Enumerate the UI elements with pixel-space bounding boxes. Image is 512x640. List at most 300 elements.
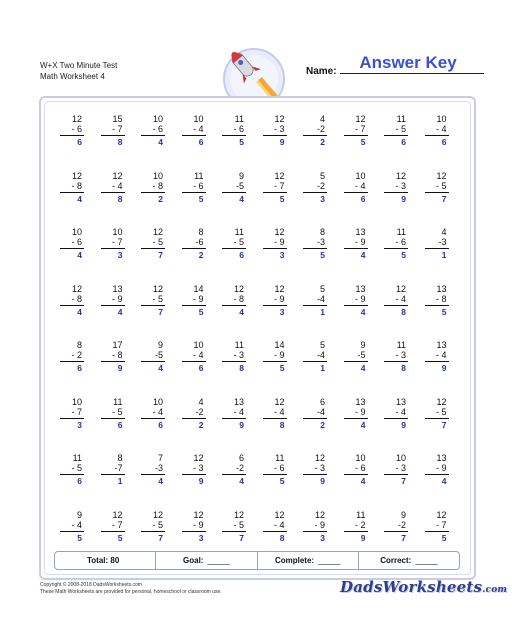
- answer: 9: [401, 193, 406, 204]
- subtrahend: - 9: [354, 237, 366, 247]
- problem-cell: [214, 340, 254, 384]
- answer-rule: [60, 531, 84, 532]
- problem-cell: [133, 510, 173, 554]
- problem-cell: [255, 510, 295, 554]
- minuend: 4: [319, 114, 325, 124]
- minuend: 14: [274, 340, 285, 350]
- subtrahend: - 8: [111, 350, 123, 360]
- subtrahend: - 4: [435, 350, 447, 360]
- answer: 5: [401, 250, 406, 260]
- minuend: 9: [76, 509, 82, 520]
- subtrahend: - 3: [314, 463, 325, 473]
- minuend: 11: [356, 509, 366, 520]
- problem-cell: [376, 171, 416, 215]
- problem-cell: [133, 284, 173, 328]
- subtrahend: - 6: [273, 463, 285, 473]
- goal-blank[interactable]: _____: [207, 556, 230, 565]
- answer-rule: [425, 474, 449, 475]
- problem-cell: [417, 453, 457, 497]
- answer: 4: [158, 476, 163, 486]
- minuend: 10: [436, 114, 447, 124]
- subtrahend: - 9: [273, 293, 285, 304]
- problem-cell: [93, 453, 133, 497]
- answer: 6: [77, 137, 82, 147]
- subtrahend: - 7: [435, 519, 447, 530]
- minuend: 12: [71, 114, 82, 124]
- minuend: 9: [400, 509, 406, 520]
- problem-cell: [376, 227, 416, 271]
- answer: 9: [239, 419, 244, 430]
- minuend: 10: [355, 170, 366, 181]
- answer-rule: [101, 361, 125, 362]
- correct-cell[interactable]: [359, 552, 459, 569]
- problem-cell: [417, 171, 457, 215]
- subtrahend: - 4: [233, 406, 244, 417]
- minuend: 13: [436, 453, 447, 463]
- subtrahend: -5: [235, 180, 244, 191]
- complete-cell[interactable]: [258, 552, 359, 569]
- minuend: 13: [436, 340, 447, 350]
- minuend: 12: [71, 283, 82, 294]
- problem-cell: [174, 227, 214, 271]
- answer: 5: [198, 306, 204, 317]
- subtrahend: - 7: [111, 519, 123, 530]
- answer: 4: [360, 476, 366, 486]
- answer-rule: [344, 192, 368, 193]
- subtrahend: -6: [195, 237, 204, 247]
- subtrahend: - 5: [435, 180, 447, 191]
- answer: 4: [77, 306, 82, 317]
- answer-rule: [101, 531, 125, 532]
- subtrahend: - 6: [71, 237, 82, 247]
- answer: 9: [441, 363, 447, 373]
- answer-rule: [425, 248, 449, 249]
- correct-label: Correct:: [380, 556, 412, 565]
- minuend: 12: [395, 170, 406, 181]
- answer-rule: [101, 418, 125, 419]
- subtrahend: - 5: [152, 237, 163, 247]
- minuend: 10: [193, 340, 204, 350]
- problem-cell: [133, 453, 173, 497]
- problem-cell: [295, 397, 335, 441]
- answer-rule: [425, 192, 449, 193]
- minuend: 12: [193, 509, 204, 520]
- subtrahend: - 5: [71, 463, 82, 473]
- goal-cell[interactable]: [156, 552, 257, 569]
- subtrahend: - 6: [192, 180, 204, 191]
- minuend: 11: [113, 396, 123, 407]
- subtrahend: - 5: [111, 406, 123, 417]
- answer-rule: [263, 531, 287, 532]
- answer-rule: [101, 305, 125, 306]
- title-line-1: W+X Two Minute Test: [40, 61, 118, 70]
- minuend: 15: [112, 114, 123, 124]
- answer-rule: [60, 474, 84, 475]
- answer: 5: [441, 532, 447, 543]
- usage-text: These Math Worksheets are provided for personal, homeschool or classroom use.: [40, 589, 222, 595]
- answer-rule: [263, 418, 287, 419]
- answer: 8: [401, 363, 406, 373]
- minuend: 12: [314, 509, 325, 520]
- answer-rule: [60, 248, 84, 249]
- answer: 3: [279, 306, 285, 317]
- subtrahend: - 9: [354, 293, 366, 304]
- problem-cell: [52, 340, 92, 384]
- problem-cell: [295, 453, 335, 497]
- problem-cell: [376, 340, 416, 384]
- problem-cell: [336, 284, 376, 328]
- answer: 9: [320, 476, 325, 486]
- subtrahend: - 3: [395, 463, 406, 473]
- subtrahend: -2: [397, 519, 406, 530]
- minuend: 13: [395, 396, 406, 407]
- problem-cell: [133, 227, 173, 271]
- answer: 1: [320, 306, 325, 317]
- minuend: 9: [238, 170, 244, 181]
- answer-rule: [60, 418, 84, 419]
- subtrahend: -5: [357, 350, 366, 360]
- problem-cell: [52, 227, 92, 271]
- answer-rule: [384, 135, 408, 136]
- answer-rule: [101, 474, 125, 475]
- problem-cell: [133, 171, 173, 215]
- minuend: 10: [152, 114, 163, 124]
- problem-cell: [133, 397, 173, 441]
- subtrahend: - 8: [152, 180, 163, 191]
- answer-rule: [141, 248, 165, 249]
- answer-rule: [141, 135, 165, 136]
- answer: 8: [117, 193, 123, 204]
- answer-rule: [303, 135, 327, 136]
- answer: 4: [239, 476, 244, 486]
- answer: 5: [77, 532, 82, 543]
- logo-dot-com: .com: [482, 585, 508, 595]
- answer-rule: [425, 135, 449, 136]
- answer: 2: [320, 137, 325, 147]
- answer: 5: [279, 193, 285, 204]
- answer-rule: [263, 192, 287, 193]
- subtrahend: - 9: [435, 463, 447, 473]
- problem-cell: [174, 453, 214, 497]
- subtrahend: - 4: [71, 519, 82, 530]
- problem-cell: [255, 227, 295, 271]
- answer: 1: [441, 250, 447, 260]
- problem-cell: [174, 340, 214, 384]
- answer: 7: [401, 532, 406, 543]
- minuend: 13: [233, 396, 244, 407]
- answer: 4: [360, 363, 366, 373]
- minuend: 12: [152, 227, 163, 237]
- answer: 8: [279, 532, 285, 543]
- answer-rule: [222, 531, 246, 532]
- answer-rule: [60, 305, 84, 306]
- answer-rule: [222, 192, 246, 193]
- answer-rule: [222, 361, 246, 362]
- minuend: 12: [71, 170, 82, 181]
- answer: 5: [239, 137, 244, 147]
- answer-rule: [384, 361, 408, 362]
- answer: 6: [441, 137, 447, 147]
- problem-cell: [255, 171, 295, 215]
- problem-cell: [417, 227, 457, 271]
- subtrahend: - 4: [435, 124, 447, 134]
- answer: 2: [198, 250, 204, 260]
- problem-cell: [417, 284, 457, 328]
- answer: 3: [117, 250, 123, 260]
- minuend: 12: [355, 114, 366, 124]
- subtrahend: - 3: [273, 124, 285, 134]
- answer: 4: [441, 476, 447, 486]
- minuend: 9: [157, 340, 163, 350]
- total-label: Total: 80: [86, 556, 120, 565]
- answer: 8: [117, 137, 123, 147]
- subtrahend: -3: [154, 463, 163, 473]
- subtrahend: - 4: [192, 350, 204, 360]
- answer: 6: [360, 193, 366, 204]
- answer-rule: [182, 248, 206, 249]
- answer: 2: [198, 419, 204, 430]
- answer: 5: [279, 363, 285, 373]
- answer: 5: [117, 532, 123, 543]
- problem-cell: [376, 284, 416, 328]
- answer-rule: [141, 305, 165, 306]
- answer-rule: [344, 135, 368, 136]
- answer-rule: [182, 305, 206, 306]
- answer: 6: [77, 363, 82, 373]
- answer-rule: [222, 474, 246, 475]
- subtrahend: - 5: [152, 293, 163, 304]
- subtrahend: - 9: [314, 519, 325, 530]
- answer: 1: [320, 363, 325, 373]
- problem-cell: [336, 171, 376, 215]
- minuend: 17: [112, 340, 123, 350]
- problem-cell: [255, 340, 295, 384]
- answer: 6: [77, 476, 82, 486]
- problem-cell: [93, 340, 133, 384]
- subtrahend: -2: [316, 124, 325, 134]
- answer-rule: [344, 305, 368, 306]
- logo-main-text: DadsWorksheets: [340, 578, 483, 596]
- problem-cell: [52, 510, 92, 554]
- answer-rule: [182, 474, 206, 475]
- problem-cell: [133, 340, 173, 384]
- subtrahend: -2: [195, 406, 204, 417]
- summary-bar: [54, 551, 460, 570]
- minuend: 12: [436, 170, 447, 181]
- answer: 9: [198, 476, 204, 486]
- subtrahend: - 5: [435, 406, 447, 417]
- subtrahend: - 7: [71, 406, 82, 417]
- subtrahend: - 7: [273, 180, 285, 191]
- answer: 6: [401, 137, 406, 147]
- minuend: 13: [112, 283, 123, 294]
- subtrahend: - 4: [111, 180, 123, 191]
- subtrahend: -3: [438, 237, 447, 247]
- answer: 9: [401, 419, 406, 430]
- subtrahend: -4: [316, 350, 325, 360]
- subtrahend: - 5: [233, 237, 244, 247]
- minuend: 10: [112, 227, 123, 237]
- subtrahend: - 4: [273, 519, 285, 530]
- subtrahend: - 3: [395, 350, 406, 360]
- minuend: 12: [233, 283, 244, 294]
- answer-rule: [425, 361, 449, 362]
- answer-rule: [303, 192, 327, 193]
- answer: 4: [77, 193, 82, 204]
- footer-text: [40, 582, 222, 596]
- problem-cell: [336, 453, 376, 497]
- answer: 5: [320, 250, 325, 260]
- answer-rule: [182, 192, 206, 193]
- subtrahend: - 4: [192, 124, 204, 134]
- problem-cell: [336, 340, 376, 384]
- problem-cell: [255, 453, 295, 497]
- minuend: 12: [112, 509, 123, 520]
- minuend: 10: [71, 227, 82, 237]
- goal-label: Goal:: [183, 556, 204, 565]
- copyright-text: Copyright © 2008-2018 DadsWorksheets.com: [40, 582, 142, 588]
- answer: 4: [360, 419, 366, 430]
- subtrahend: -2: [316, 180, 325, 191]
- answer: 3: [279, 250, 285, 260]
- subtrahend: - 4: [395, 406, 406, 417]
- dadsworksheets-logo[interactable]: [340, 578, 508, 598]
- minuend: 9: [360, 340, 366, 350]
- minuend: 12: [112, 170, 123, 181]
- answer: 3: [77, 419, 82, 430]
- problem-cell: [255, 284, 295, 328]
- answer: 5: [198, 193, 204, 204]
- minuend: 10: [395, 453, 406, 463]
- subtrahend: -2: [235, 463, 244, 473]
- answer: 4: [239, 193, 244, 204]
- subtrahend: - 9: [273, 350, 285, 360]
- answer: 1: [117, 476, 123, 486]
- problem-cell: [336, 397, 376, 441]
- answer: 8: [401, 306, 406, 317]
- subtrahend: - 8: [71, 180, 82, 191]
- minuend: 5: [319, 283, 325, 294]
- answer-rule: [101, 135, 125, 136]
- subtrahend: -7: [114, 463, 123, 473]
- minuend: 6: [319, 396, 325, 407]
- minuend: 12: [193, 453, 204, 463]
- minuend: 10: [355, 453, 366, 463]
- answer: 7: [401, 476, 406, 486]
- title-line-2: Math Worksheet 4: [40, 72, 105, 81]
- minuend: 12: [395, 283, 406, 294]
- problem-cell: [417, 340, 457, 384]
- problem-cell: [417, 397, 457, 441]
- minuend: 12: [274, 114, 285, 124]
- answer-rule: [344, 361, 368, 362]
- minuend: 12: [274, 227, 285, 237]
- subtrahend: -4: [316, 293, 325, 304]
- problem-cell: [214, 284, 254, 328]
- answer-rule: [182, 135, 206, 136]
- subtrahend: - 3: [233, 350, 244, 360]
- minuend: 4: [441, 227, 447, 237]
- subtrahend: - 7: [354, 124, 366, 134]
- answer-rule: [344, 531, 368, 532]
- worksheet-title: [40, 60, 117, 82]
- minuend: 11: [396, 114, 406, 124]
- answer: 3: [320, 193, 325, 204]
- answer: 4: [77, 250, 82, 260]
- problem-cell: [255, 397, 295, 441]
- answer-rule: [101, 248, 125, 249]
- problem-cell: [174, 397, 214, 441]
- answer: 7: [441, 193, 447, 204]
- answer-rule: [303, 531, 327, 532]
- minuend: 13: [355, 283, 366, 294]
- minuend: 10: [71, 396, 82, 407]
- answer: 6: [117, 419, 123, 430]
- minuend: 6: [238, 453, 244, 463]
- problem-cell: [214, 171, 254, 215]
- answer-rule: [222, 418, 246, 419]
- subtrahend: - 6: [152, 124, 163, 134]
- minuend: 13: [436, 283, 447, 294]
- subtrahend: - 6: [354, 463, 366, 473]
- subtrahend: - 8: [435, 293, 447, 304]
- subtrahend: - 6: [395, 237, 406, 247]
- subtrahend: - 5: [395, 124, 406, 134]
- minuend: 8: [319, 227, 325, 237]
- subtrahend: - 4: [273, 406, 285, 417]
- subtrahend: - 9: [273, 237, 285, 247]
- answer-rule: [303, 361, 327, 362]
- answer-rule: [263, 474, 287, 475]
- minuend: 11: [275, 453, 285, 463]
- minuend: 13: [355, 227, 366, 237]
- answer-rule: [182, 531, 206, 532]
- answer: 2: [320, 419, 325, 430]
- answer: 8: [279, 419, 285, 430]
- subtrahend: - 2: [354, 519, 366, 530]
- subtrahend: - 7: [111, 124, 123, 134]
- name-field-line[interactable]: [340, 73, 484, 74]
- name-label: Name:: [306, 66, 337, 77]
- subtrahend: - 5: [233, 519, 244, 530]
- problem-cell: [133, 114, 173, 158]
- minuend: 12: [436, 396, 447, 407]
- subtrahend: - 2: [71, 350, 82, 360]
- problem-cell: [376, 453, 416, 497]
- answer-rule: [384, 305, 408, 306]
- subtrahend: -4: [316, 406, 325, 417]
- minuend: 11: [234, 114, 244, 124]
- subtrahend: - 9: [192, 519, 204, 530]
- subtrahend: - 8: [71, 293, 82, 304]
- correct-blank[interactable]: _____: [415, 556, 438, 565]
- minuend: 8: [117, 453, 123, 463]
- subtrahend: - 4: [395, 293, 406, 304]
- answer-rule: [303, 474, 327, 475]
- complete-blank[interactable]: _____: [318, 556, 341, 565]
- subtrahend: -5: [154, 350, 163, 360]
- answer-rule: [384, 474, 408, 475]
- subtrahend: - 6: [233, 124, 244, 134]
- answer: 5: [279, 476, 285, 486]
- answer-rule: [263, 248, 287, 249]
- minuend: 12: [233, 509, 244, 520]
- subtrahend: - 9: [111, 293, 123, 304]
- answer-rule: [425, 418, 449, 419]
- problem-cell: [93, 227, 133, 271]
- answer: 3: [198, 532, 204, 543]
- problem-cell: [336, 510, 376, 554]
